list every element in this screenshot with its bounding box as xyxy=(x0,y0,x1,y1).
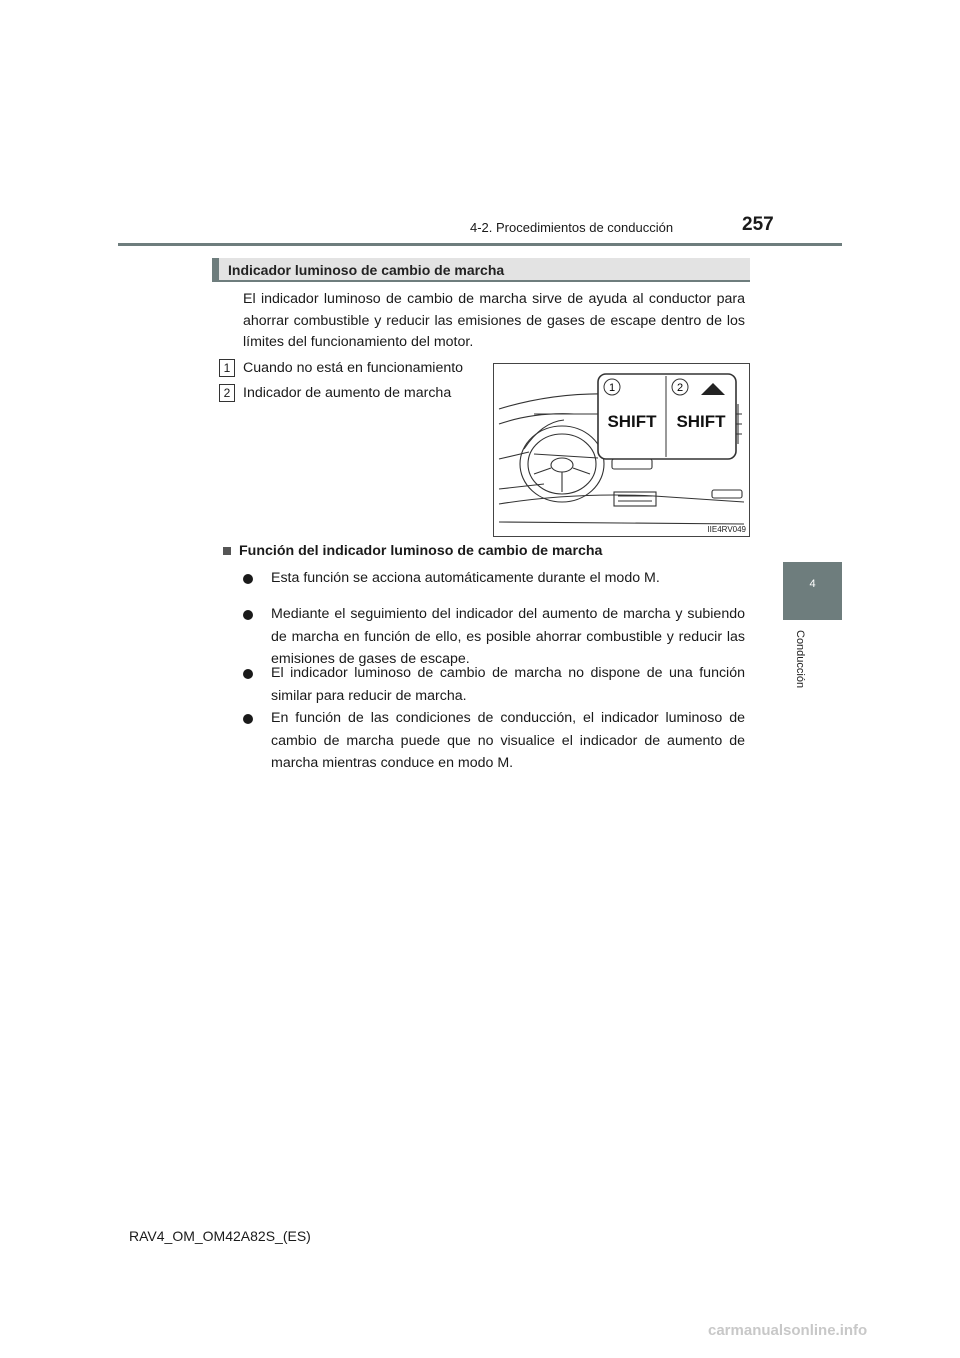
legend-number-2: 2 xyxy=(219,384,235,402)
bullet-dot-icon xyxy=(243,574,253,584)
dash-bottom-line xyxy=(499,522,744,524)
subsection-title-text: Función del indicador luminoso de cambio de marcha xyxy=(239,543,603,559)
intro-paragraph: El indicador luminoso de cambio de marcha sirve de ayuda al conductor para ahorrar combustible y reducir las emisiones de gases de escape dentro de los límites del funcionamiento del motor. xyxy=(243,291,745,350)
header-divider xyxy=(118,243,842,246)
square-bullet-icon xyxy=(223,547,231,555)
bullet-dot-icon xyxy=(243,610,253,620)
legend-text-1: Cuando no está en funcionamiento xyxy=(243,360,464,376)
page-number: 257 xyxy=(742,214,774,235)
bullet-dot-icon xyxy=(243,669,253,679)
header-section-title: 4-2. Procedimientos de conducción xyxy=(470,220,674,235)
chapter-tab xyxy=(783,562,842,620)
bullet-dot-icon xyxy=(243,714,253,724)
callout-num-1: 1 xyxy=(608,382,616,394)
section-title: Indicador luminoso de cambio de marcha xyxy=(212,258,750,282)
pointer-line-bottom xyxy=(534,454,598,458)
subsection-title xyxy=(223,543,602,559)
bullet-item-2 xyxy=(243,603,745,671)
figure-code: IIE4RV049 xyxy=(707,525,746,534)
bullet-item-3 xyxy=(243,662,745,707)
bullet-text-1: Esta función se acciona automáticamente durante el modo M. xyxy=(271,570,660,586)
chapter-label: Conducción xyxy=(794,630,806,689)
legend-number-1: 1 xyxy=(219,359,235,377)
legend-item-2 xyxy=(219,384,451,402)
steering-wheel-hub xyxy=(551,458,573,472)
vent xyxy=(612,459,652,469)
chapter-number: 4 xyxy=(809,578,816,590)
bullet-text-3: El indicador luminoso de cambio de marcha no dispone de una función similar para reducir de marcha. xyxy=(271,665,745,704)
dash-line-3 xyxy=(499,452,529,459)
bullet-text-2: Mediante el seguimiento del indicador del aumento de marcha y subiendo de marcha en función de ello, es posible ahorrar combustible y reducir las emisiones de gases de escape. xyxy=(271,606,745,667)
control-panel xyxy=(614,492,656,506)
callout-num-2: 2 xyxy=(676,382,684,394)
bullet-item-4 xyxy=(243,707,745,775)
dashboard-drawing xyxy=(494,364,750,537)
legend-text-2: Indicador de aumento de marcha xyxy=(243,385,452,401)
bullet-item-1 xyxy=(243,567,745,590)
document-footer: RAV4_OM_OM42A82S_(ES) xyxy=(129,1228,311,1244)
control-buttons xyxy=(618,496,652,501)
shift-label-off: SHIFT xyxy=(607,412,657,431)
watermark: carmanualsonline.info xyxy=(708,1322,868,1339)
shift-label-on: SHIFT xyxy=(676,412,726,431)
dashboard-illustration xyxy=(493,363,750,537)
dash-line-2 xyxy=(499,414,574,424)
legend-item-1 xyxy=(219,359,463,377)
bullet-text-4: En función de las condiciones de conducción, el indicador luminoso de cambio de marcha puede que no visualice el indicador de aumento de marcha mientras conduce en modo M. xyxy=(271,710,745,771)
door-handle xyxy=(712,490,742,498)
